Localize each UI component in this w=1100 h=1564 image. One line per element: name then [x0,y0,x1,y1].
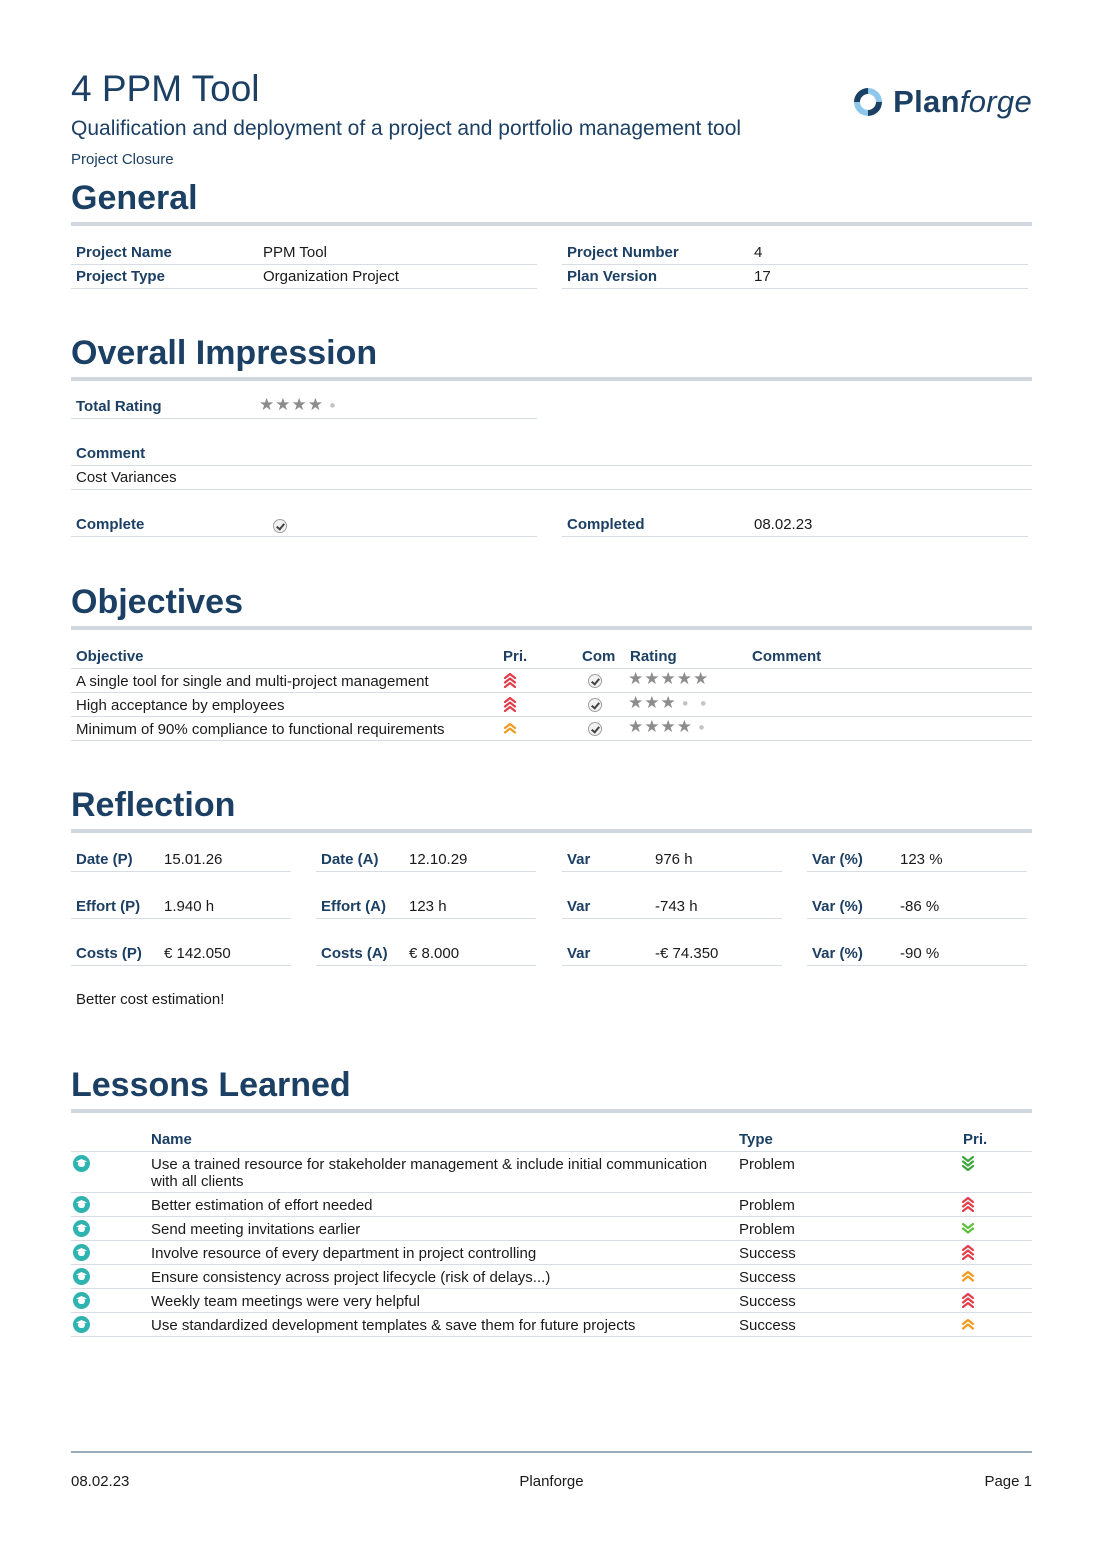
project-type-value: Organization Project [263,268,399,285]
lesson-learned-icon [73,1220,90,1237]
reflection-planned-value: 1.940 h [164,898,215,915]
priority-low-icon [961,1220,975,1236]
objective-row [71,669,1032,693]
priority-very-high-icon [961,1292,975,1308]
logo-mark-icon [849,85,887,119]
completed-date: 08.02.23 [754,516,813,533]
reflection-variance-percent-label: Var (%) [812,945,863,962]
star-filled-icon: ★ [676,669,692,689]
project-type-label: Project Type [76,268,165,285]
star-empty-icon: ● [700,699,706,707]
star-filled-icon: ★ [644,669,660,689]
objective-row [71,717,1032,741]
lessons-header-pri: Pri. [963,1131,988,1148]
project-name-row [71,241,537,265]
total-rating-label: Total Rating [76,398,162,415]
reflection-variance-cell [562,895,782,919]
project-name-label: Project Name [76,244,172,261]
logo-wordmark: Planforge [893,84,1032,119]
reflection-variance-cell [562,848,782,872]
project-phase: Project Closure [71,151,174,168]
total-rating-row [71,395,537,419]
lesson-learned-icon [73,1244,90,1261]
project-title: 4 PPM Tool [71,68,260,109]
objective-rating-stars [628,695,712,712]
star-filled-icon: ★ [259,395,275,415]
priority-very-high-icon [503,672,517,688]
lessons-header-row [71,1128,1032,1152]
objectives-header-com: Com [582,648,616,665]
objectives-header-rating: Rating [630,648,677,665]
star-filled-icon: ★ [660,669,676,689]
lesson-learned-icon [73,1155,90,1172]
objective-complete-check-icon [588,722,602,736]
reflection-planned-label: Effort (P) [76,898,141,915]
objective-rating-stars [628,719,710,736]
comment-label: Comment [76,445,146,462]
lesson-name: Involve resource of every department in project controlling [151,1245,537,1262]
completed-row [562,513,1028,537]
reflection-variance-percent-value: 123 % [900,851,943,868]
lesson-row [71,1152,1032,1193]
comment-label-row [71,442,1032,466]
priority-very-low-icon [961,1155,975,1171]
footer-date: 08.02.23 [71,1473,130,1490]
reflection-planned-value: € 142.050 [164,945,231,962]
reflection-variance-percent-label: Var (%) [812,898,863,915]
lesson-type: Problem [739,1197,795,1214]
lesson-learned-icon [73,1316,90,1333]
star-filled-icon: ★ [660,693,676,713]
reflection-actual-label: Costs (A) [321,945,388,962]
lesson-type: Success [739,1317,796,1334]
star-filled-icon: ★ [628,669,644,689]
objective-text: A single tool for single and multi-project management [76,673,429,690]
reflection-planned-label: Costs (P) [76,945,142,962]
reflection-planned-cell [71,895,291,919]
objective-text: Minimum of 90% compliance to functional requirements [76,721,445,738]
star-filled-icon: ★ [644,717,660,737]
star-filled-icon: ★ [307,395,323,415]
section-impression-title: Overall Impression [71,334,1032,381]
complete-row [71,513,537,537]
objective-row [71,693,1032,717]
reflection-variance-percent-value: -90 % [900,945,940,962]
reflection-variance-label: Var [567,945,591,962]
lesson-row [71,1193,1032,1217]
lessons-header-name: Name [151,1131,192,1148]
reflection-variance-cell [562,942,782,966]
lesson-type: Success [739,1245,796,1262]
objectives-header-comment: Comment [752,648,822,665]
priority-very-high-icon [961,1244,975,1260]
completed-label: Completed [567,516,645,533]
star-empty-icon: ● [682,699,688,707]
section-lessons-title: Lessons Learned [71,1066,1032,1113]
reflection-variance-value: -743 h [655,898,698,915]
priority-high-icon [961,1316,975,1332]
project-subtitle: Qualification and deployment of a project and portfolio management tool [71,117,742,140]
project-number-value: 4 [754,244,763,261]
lesson-name: Weekly team meetings were very helpful [151,1293,421,1310]
lesson-type: Success [739,1269,796,1286]
priority-high-icon [503,720,517,736]
objectives-header-objective: Objective [76,648,144,665]
plan-version-label: Plan Version [567,268,658,285]
star-filled-icon: ★ [660,717,676,737]
lesson-learned-icon [73,1268,90,1285]
reflection-actual-value: € 8.000 [409,945,460,962]
reflection-variance-percent-cell [807,895,1027,919]
section-general-title: General [71,179,1032,226]
lesson-learned-icon [73,1292,90,1309]
plan-version-value: 17 [754,268,771,285]
lesson-learned-icon [73,1196,90,1213]
project-name-value: PPM Tool [263,244,327,261]
reflection-actual-label: Effort (A) [321,898,386,915]
reflection-variance-label: Var [567,898,591,915]
star-filled-icon: ★ [676,717,692,737]
lesson-type: Success [739,1293,796,1310]
reflection-variance-percent-value: -86 % [900,898,940,915]
objectives-header-row [71,645,1032,669]
project-type-row [71,265,537,289]
reflection-actual-cell [316,895,536,919]
reflection-actual-value: 12.10.29 [409,851,468,868]
priority-high-icon [961,1268,975,1284]
star-filled-icon: ★ [644,693,660,713]
complete-label: Complete [76,516,145,533]
star-filled-icon: ★ [693,669,709,689]
planforge-logo [849,80,1032,124]
reflection-planned-cell [71,942,291,966]
plan-version-row [562,265,1028,289]
reflection-note: Better cost estimation! [76,991,225,1008]
priority-very-high-icon [503,696,517,712]
lesson-row [71,1265,1032,1289]
objective-complete-check-icon [588,674,602,688]
footer-page-number: Page 1 [984,1473,1032,1490]
reflection-planned-label: Date (P) [76,851,133,868]
lesson-name: Send meeting invitations earlier [151,1221,361,1238]
section-reflection-title: Reflection [71,786,1032,833]
lesson-name: Use a trained resource for stakeholder management & include initial communication with all clients [151,1156,708,1190]
comment-value: Cost Variances [76,469,177,486]
lesson-name: Ensure consistency across project lifecycle (risk of delays...) [151,1269,551,1286]
report-page [71,0,1032,1564]
star-empty-icon: ● [329,401,336,409]
objective-text: High acceptance by employees [76,697,285,714]
reflection-actual-cell [316,848,536,872]
total-rating-stars [259,397,341,414]
lesson-name: Better estimation of effort needed [151,1197,373,1214]
section-objectives-title: Objectives [71,583,1032,630]
lesson-type: Problem [739,1156,795,1173]
objective-complete-check-icon [588,698,602,712]
reflection-actual-cell [316,942,536,966]
project-number-row [562,241,1028,265]
complete-check-icon [273,519,287,533]
lessons-header-type: Type [739,1131,773,1148]
footer-divider [71,1451,1032,1453]
footer-company: Planforge [519,1473,584,1490]
lesson-name: Use standardized development templates & save them for future projects [151,1317,636,1334]
objectives-header-pri: Pri. [503,648,528,665]
reflection-planned-cell [71,848,291,872]
lesson-row [71,1313,1032,1337]
reflection-variance-percent-cell [807,942,1027,966]
star-filled-icon: ★ [628,717,644,737]
lesson-row [71,1241,1032,1265]
reflection-variance-value: 976 h [655,851,693,868]
objective-rating-stars [628,671,708,688]
reflection-actual-value: 123 h [409,898,447,915]
reflection-variance-value: -€ 74.350 [655,945,719,962]
lesson-type: Problem [739,1221,795,1238]
lesson-row [71,1217,1032,1241]
reflection-variance-percent-label: Var (%) [812,851,863,868]
comment-row [71,466,1032,490]
star-empty-icon: ● [698,723,705,731]
reflection-planned-value: 15.01.26 [164,851,223,868]
star-filled-icon: ★ [275,395,291,415]
reflection-variance-percent-cell [807,848,1027,872]
priority-very-high-icon [961,1196,975,1212]
reflection-variance-label: Var [567,851,591,868]
lesson-row [71,1289,1032,1313]
project-number-label: Project Number [567,244,679,261]
star-filled-icon: ★ [291,395,307,415]
reflection-actual-label: Date (A) [321,851,379,868]
star-filled-icon: ★ [628,693,644,713]
